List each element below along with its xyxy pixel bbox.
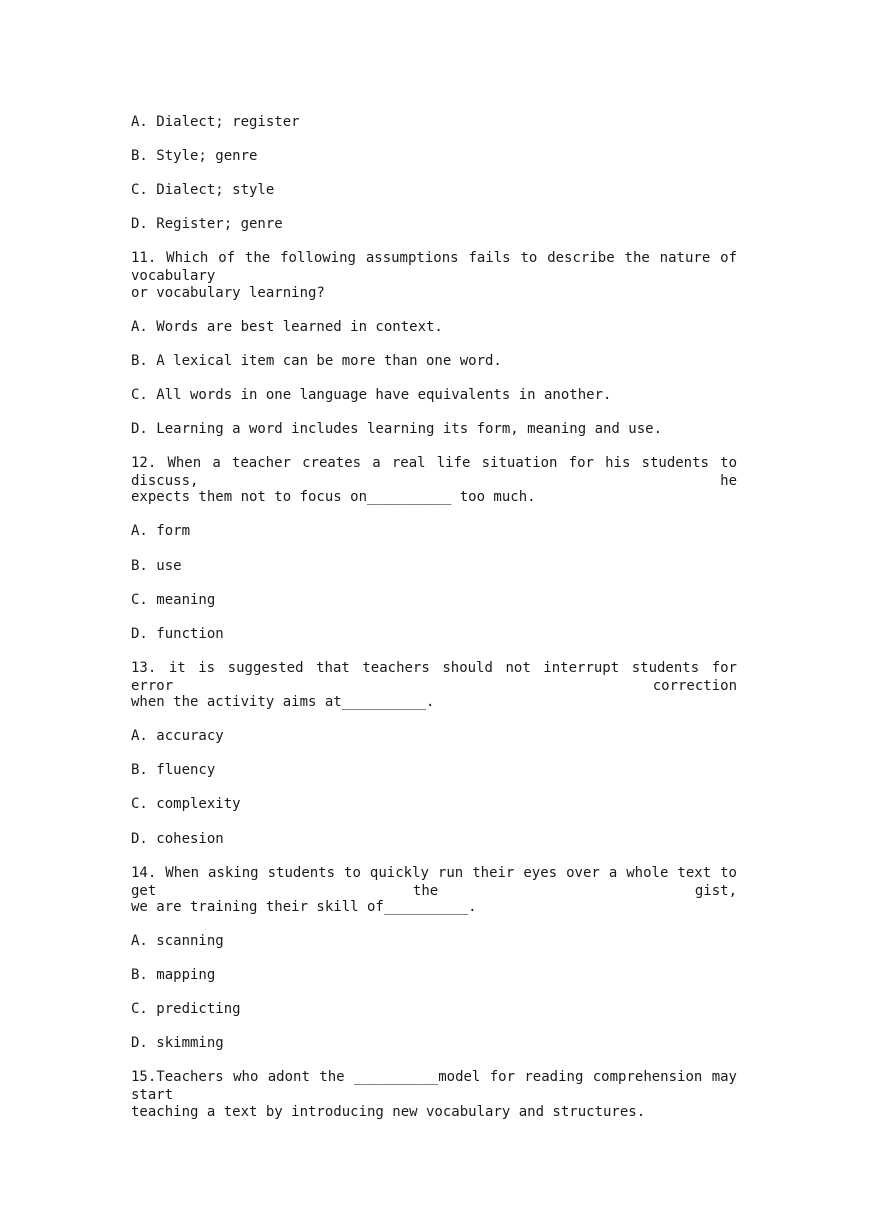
question-13-line-1: 13. it is suggested that teachers should not interrupt students for error correction xyxy=(131,660,737,694)
option-b-q12: B. use xyxy=(131,558,182,574)
option-b-q14: B. mapping xyxy=(131,967,216,983)
option-d-q14: D. skimming xyxy=(131,1035,224,1051)
option-c-q12: C. meaning xyxy=(131,592,216,608)
question-11-line-2: or vocabulary learning? xyxy=(131,285,325,301)
option-d-q11: D. Learning a word includes learning its form, meaning and use. xyxy=(131,421,663,437)
option-c-q11: C. All words in one language have equivalents in another. xyxy=(131,387,612,403)
question-14-line-1: 14. When asking students to quickly run their eyes over a whole text to get the gist, xyxy=(131,865,737,899)
question-11-line-1: 11. Which of the following assumptions fails to describe the nature of vocabulary xyxy=(131,250,737,284)
option-a-q12: A. form xyxy=(131,523,191,539)
question-12-line-1: 12. When a teacher creates a real life situation for his students to discuss, he xyxy=(131,455,737,489)
question-15-line-2: teaching a text by introducing new vocabulary and structures. xyxy=(131,1104,646,1120)
question-12-line-2: expects them not to focus on__________ too much. xyxy=(131,489,536,505)
option-b-q13: B. fluency xyxy=(131,762,216,778)
option-a-q11: A. Words are best learned in context. xyxy=(131,319,443,335)
option-a-q14: A. scanning xyxy=(131,933,224,949)
option-a-q13: A. accuracy xyxy=(131,728,224,744)
question-15-line-1: 15.Teachers who adont the __________model for reading comprehension may start xyxy=(131,1069,737,1103)
option-d-q10: D. Register; genre xyxy=(131,216,283,232)
option-b-q10: B. Style; genre xyxy=(131,148,258,164)
option-c-q14: C. predicting xyxy=(131,1001,241,1017)
option-c-q10: C. Dialect; style xyxy=(131,182,275,198)
option-b-q11: B. A lexical item can be more than one word. xyxy=(131,353,502,369)
option-d-q13: D. cohesion xyxy=(131,831,224,847)
option-a-q10: A. Dialect; register xyxy=(131,114,300,130)
option-d-q12: D. function xyxy=(131,626,224,642)
option-c-q13: C. complexity xyxy=(131,796,241,812)
question-13-line-2: when the activity aims at__________. xyxy=(131,694,435,710)
question-14-line-2: we are training their skill of__________. xyxy=(131,899,477,915)
